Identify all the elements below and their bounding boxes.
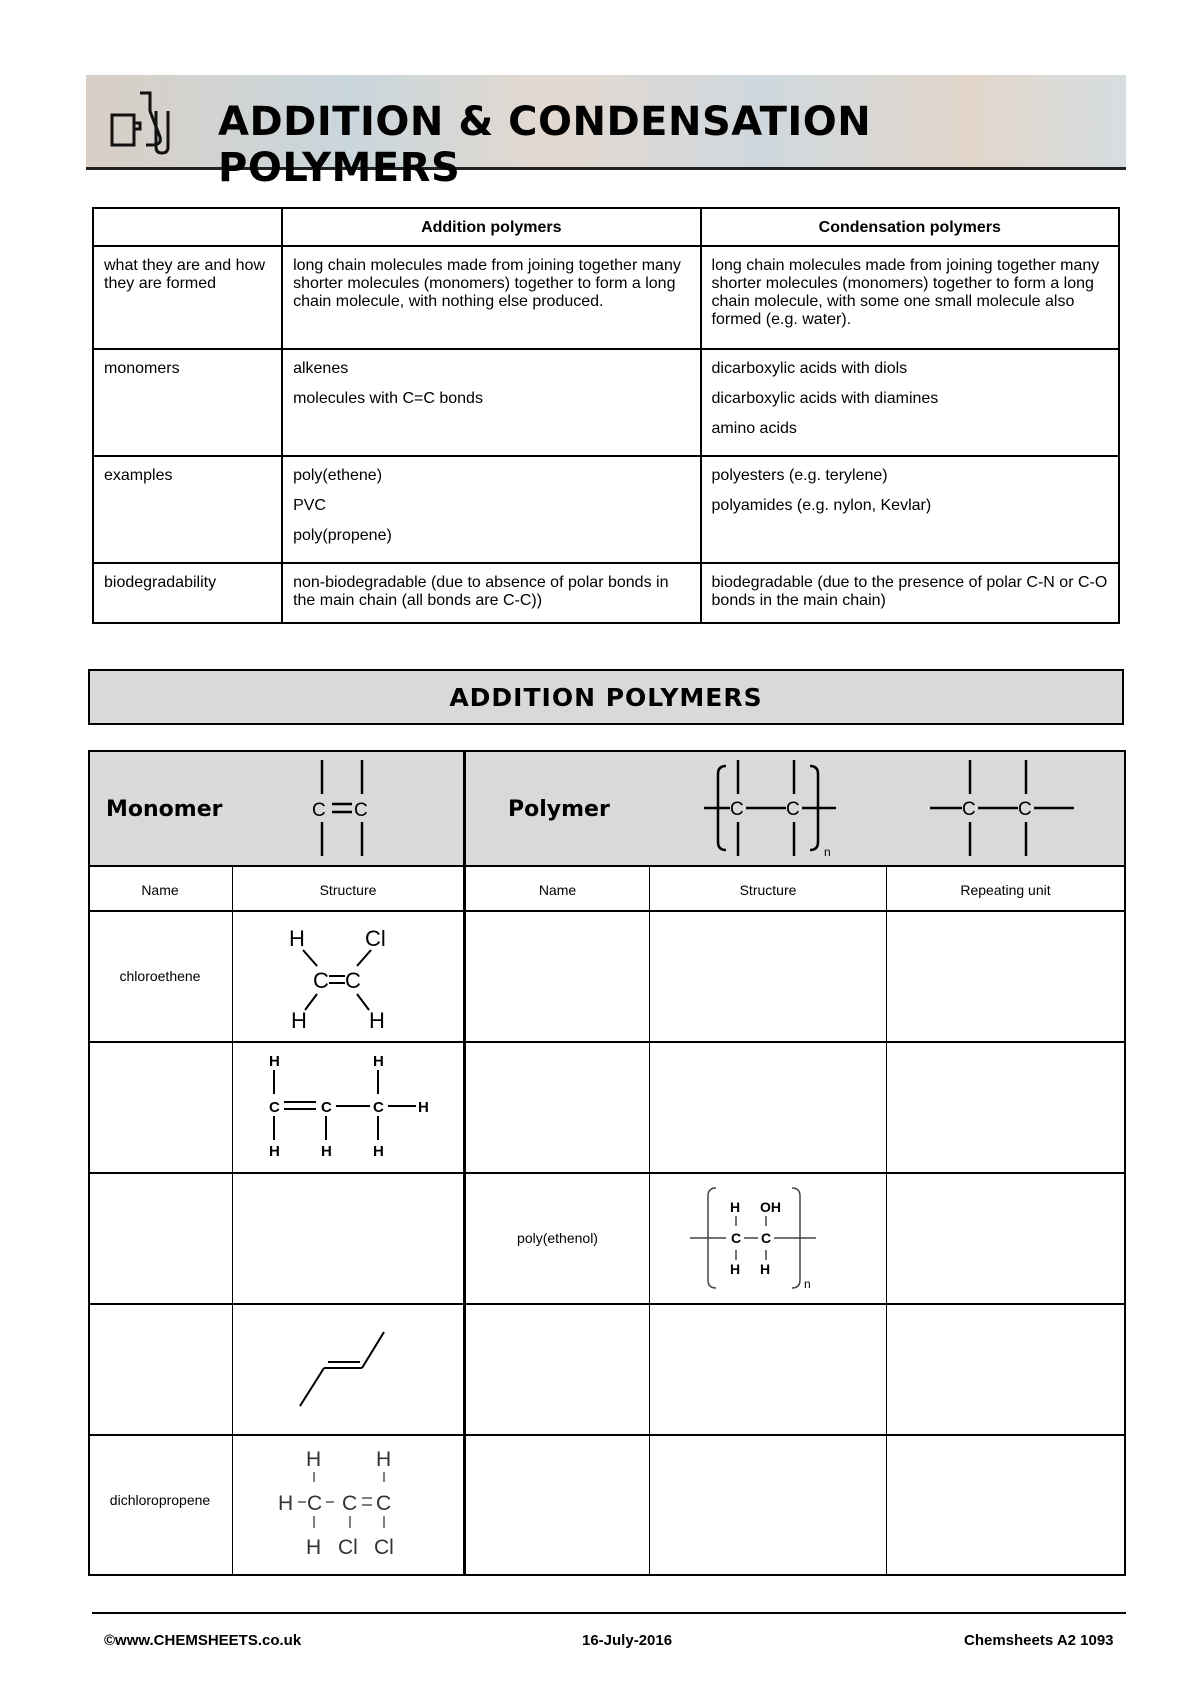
grid-line: [88, 1434, 1126, 1436]
grid-line: [463, 750, 466, 1576]
page-title: ADDITION & CONDENSATION POLYMERS: [218, 99, 872, 191]
grid-line: [88, 1574, 1126, 1576]
table-row: [93, 349, 1119, 456]
atom-h: H: [760, 1261, 771, 1277]
condensation-cell: [701, 456, 1119, 563]
cell-text: long chain molecules made from joining together many shorter molecules (monomers) together to form a long chain molecule, with nothing else produced.: [293, 257, 681, 310]
cell-text: polyamides (e.g. nylon, Kevlar): [711, 497, 932, 514]
atom-c: C: [786, 799, 800, 820]
atom-h: H: [730, 1261, 741, 1277]
cell-text: poly(ethene): [293, 467, 383, 484]
atom-h: H: [373, 1143, 384, 1160]
footer-right: Chemsheets A2 1093: [964, 1632, 1114, 1649]
skeletal-alkene-structure: [298, 1322, 398, 1414]
footer-rule: [92, 1612, 1126, 1614]
atom-h: H: [418, 1099, 429, 1116]
grid-line: [886, 866, 887, 1576]
table-row: [93, 456, 1119, 563]
col-monomer-name: Name: [141, 882, 179, 898]
cell-text: polyesters (e.g. terylene): [711, 467, 888, 484]
atom-h: H: [730, 1199, 741, 1215]
atom-h: H: [321, 1143, 332, 1160]
addition-cell: [282, 563, 700, 623]
header-blank: [93, 208, 282, 246]
atom-h: H: [306, 1536, 322, 1559]
polymer-name: poly(ethenol): [517, 1230, 598, 1246]
addition-cell: [282, 349, 700, 456]
polymer-label: Polymer: [508, 797, 610, 822]
atom-c: C: [730, 799, 744, 820]
monomer-name: chloroethene: [119, 968, 201, 984]
subscript-n: n: [824, 845, 831, 859]
addition-cell: [282, 246, 700, 349]
monomer-label: Monomer: [106, 797, 223, 822]
row-label: monomers: [93, 349, 282, 456]
grid-line: [1124, 750, 1126, 1576]
atom-h: H: [373, 1053, 384, 1070]
cell-text: PVC: [293, 497, 326, 514]
header-banner: [86, 75, 1126, 191]
atom-c: C: [312, 800, 326, 821]
atom-c: C: [731, 1230, 742, 1246]
row-label: biodegradability: [93, 563, 282, 623]
cell-text: dicarboxylic acids with diols: [711, 360, 908, 377]
atom-cl: Cl: [365, 926, 386, 951]
section-title: ADDITION POLYMERS: [88, 669, 1124, 725]
footer-left: ©www.CHEMSHEETS.co.uk: [104, 1632, 302, 1649]
subscript-n: n: [804, 1277, 811, 1291]
table-row: [93, 246, 1119, 349]
condensation-cell: [701, 349, 1119, 456]
grid-line: [232, 866, 233, 1576]
row-label: examples: [93, 456, 282, 563]
lab-glassware-icon: [104, 85, 176, 157]
monomer-general-structure: [298, 756, 388, 860]
atom-c: C: [962, 799, 976, 820]
cell-text: molecules with C=C bonds: [293, 390, 483, 407]
atom-c: C: [345, 968, 361, 993]
grid-line: [88, 910, 1126, 912]
grid-line: [88, 750, 90, 1576]
col-repeating-unit: Repeating unit: [960, 882, 1051, 898]
atom-h: H: [289, 926, 305, 951]
atom-c: C: [313, 968, 329, 993]
table-row: [93, 563, 1119, 623]
condensation-cell: [701, 563, 1119, 623]
polyethenol-structure: [688, 1182, 858, 1294]
addition-cell: [282, 456, 700, 563]
cell-text: biodegradable (due to the presence of polar C-N or C-O bonds in the main chain): [711, 574, 1108, 609]
cell-text: alkenes: [293, 360, 349, 377]
atom-cl: Cl: [374, 1536, 394, 1559]
propene-structure: [266, 1052, 446, 1162]
atom-h: H: [369, 1008, 385, 1032]
atom-h: H: [269, 1053, 280, 1070]
condensation-cell: [701, 246, 1119, 349]
repeating-unit-general-structure: [926, 756, 1086, 860]
comparison-table: [92, 207, 1120, 624]
atom-h: H: [269, 1143, 280, 1160]
col-monomer-structure: Structure: [319, 882, 377, 898]
worksheet-grid: [88, 750, 1126, 1576]
cell-text: amino acids: [711, 420, 797, 437]
atom-h: H: [376, 1448, 392, 1471]
atom-c: C: [307, 1492, 323, 1515]
atom-h: H: [278, 1492, 294, 1515]
atom-h: H: [291, 1008, 307, 1032]
atom-c: C: [761, 1230, 772, 1246]
grid-line: [88, 865, 1126, 867]
row-label: what they are and how they are formed: [93, 246, 282, 349]
header-addition: Addition polymers: [282, 208, 700, 246]
grid-line: [88, 1172, 1126, 1174]
atom-c: C: [1018, 799, 1032, 820]
cell-text: non-biodegradable (due to absence of polar bonds in the main chain (all bonds are C-C)): [293, 574, 669, 609]
atom-c: C: [321, 1099, 332, 1116]
atom-cl: Cl: [338, 1536, 358, 1559]
table-header-row: [93, 208, 1119, 246]
monomer-name: dichloropropene: [109, 1492, 211, 1508]
col-polymer-name: Name: [538, 882, 577, 898]
grid-line: [88, 1041, 1126, 1043]
chloroethene-structure: [283, 920, 413, 1032]
atom-h: H: [306, 1448, 322, 1471]
dichloropropene-structure: [272, 1444, 432, 1566]
grid-line: [88, 1303, 1126, 1305]
cell-text: dicarboxylic acids with diamines: [711, 390, 939, 407]
grid-line: [88, 750, 1126, 752]
grid-line: [649, 866, 650, 1576]
footer-center: 16-July-2016: [582, 1632, 673, 1649]
col-polymer-structure: Structure: [739, 882, 797, 898]
atom-c: C: [342, 1492, 358, 1515]
atom-c: C: [354, 800, 368, 821]
atom-oh: OH: [760, 1199, 781, 1215]
polymer-general-structure: [700, 756, 850, 860]
cell-text: poly(propene): [293, 527, 392, 544]
atom-c: C: [269, 1099, 280, 1116]
atom-c: C: [373, 1099, 384, 1116]
header-condensation: Condensation polymers: [701, 208, 1119, 246]
atom-c: C: [376, 1492, 392, 1515]
cell-text: long chain molecules made from joining together many shorter molecules (monomers) together to form a long chain molecule, with some one small molecule also formed (e.g. water).: [711, 257, 1100, 328]
